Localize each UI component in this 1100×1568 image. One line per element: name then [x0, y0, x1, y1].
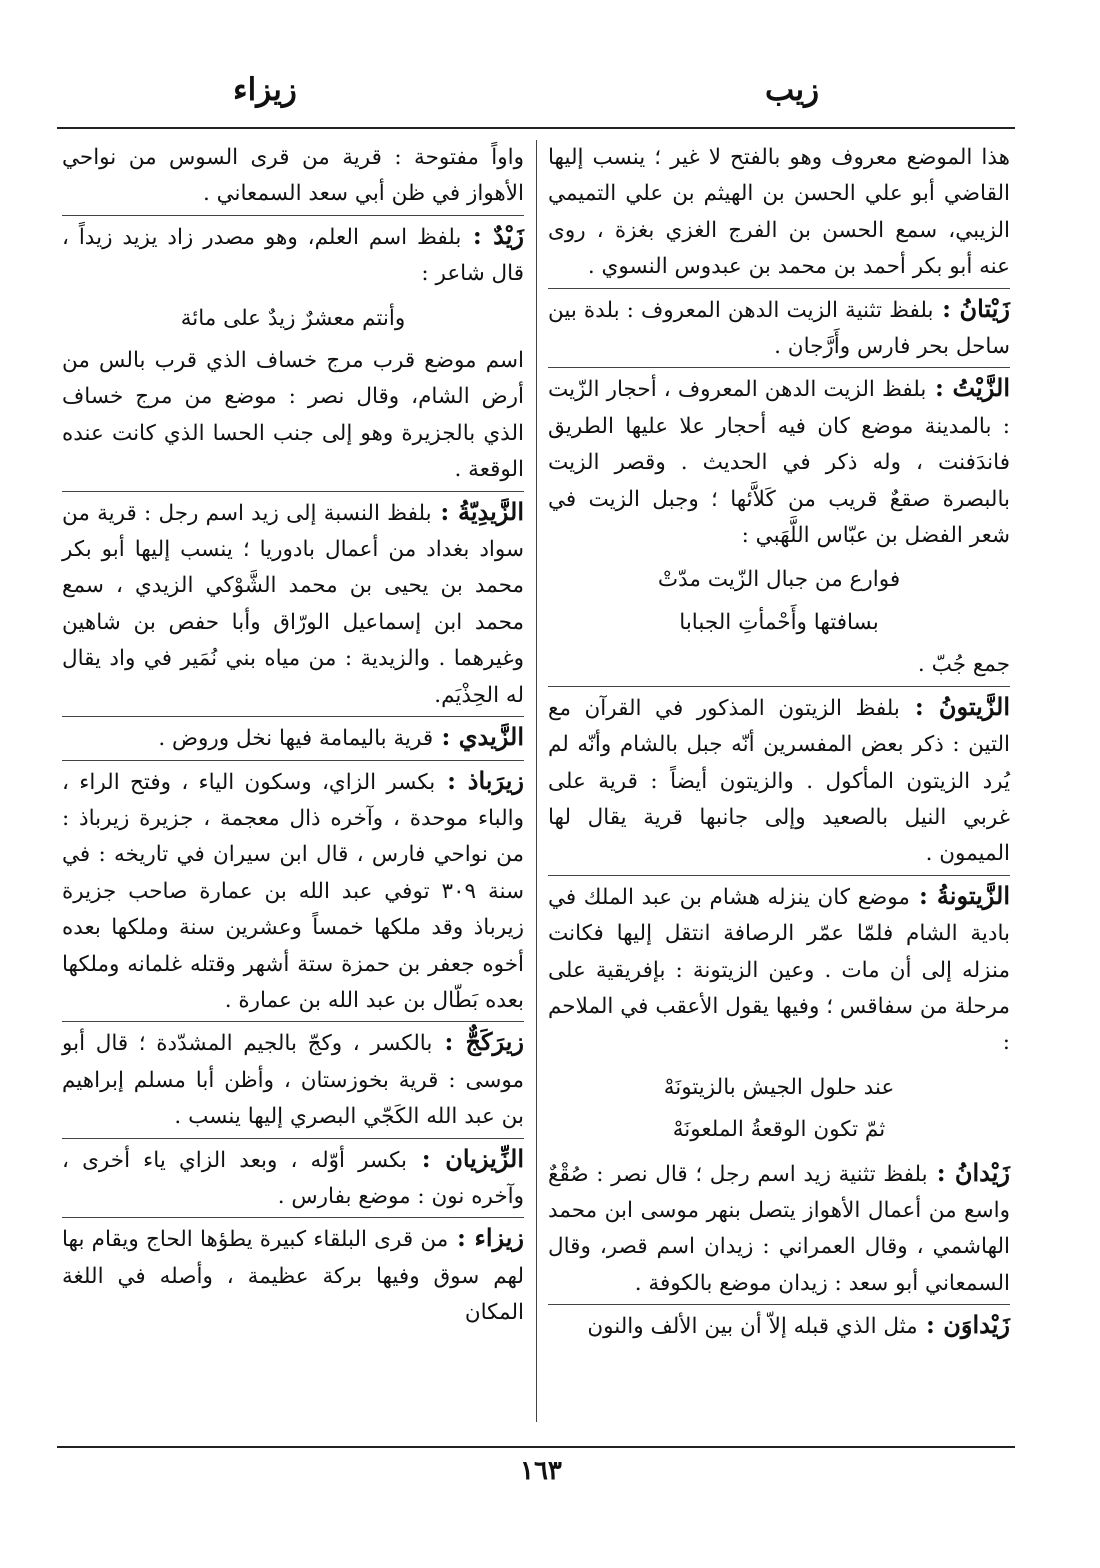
dictionary-entry: [548, 370, 1010, 556]
entry-text: من قرى البلقاء كبيرة يطؤها الحاج ويقام بها لهم سوق وفيها بركة عظيمة ، وأصله في اللغة المكان: [62, 1227, 524, 1326]
continued-entry-text: هذا الموضع معروف وهو بالفتح لا غير ؛ ينسب إليها القاضي أبو علي الحسن بن الهيثم بن علي التميمي الزيبي، سمع الحسن بن الفرج الغزي بغزة ، روى عنه أبو بكر أحمد بن محمد بن عبدوس النسوي .: [548, 140, 1010, 289]
entry-text: مثل الذي قبله إلاّ أن بين الألف والنون: [587, 1314, 918, 1340]
entry-headword: زَيْدانُ :: [928, 1158, 1010, 1187]
dictionary-entry: [62, 719, 524, 760]
entry-headword: الزَّيتونةُ :: [910, 881, 1010, 910]
dictionary-entry: [62, 218, 524, 295]
verse-line: بسافتها وأَحْمأتِ الجبابا: [679, 609, 879, 635]
footer-rule: [57, 1446, 1015, 1448]
entry-headword: زَيْتانُ :: [933, 294, 1010, 323]
dictionary-entry: [548, 291, 1010, 369]
entry-text: بالكسر ، وكجّ بالجيم المشدّدة ؛ قال أبو موسى : قرية بخوزستان ، وأظن أبا مسلم إبراهيم بن عبد الله الكَجّي البصري إليها ينسب .: [62, 1031, 524, 1130]
dictionary-entry: [548, 1155, 1010, 1306]
dictionary-entry: [548, 878, 1010, 1064]
verse-line: وأنتم معشرٌ زيدٌ على مائة: [180, 305, 406, 331]
dictionary-entry: [62, 1024, 524, 1138]
entry-headword: زيزاء :: [448, 1223, 524, 1252]
entry-text: بلفظ تثنية الزيت الدهن المعروف : بلدة بين ساحل بحر فارس وأَرَّجان .: [548, 297, 1010, 360]
entry-headword: الزَّيدِيّةُ :: [432, 497, 524, 526]
entry-headword: زيرَباذ :: [435, 766, 524, 795]
entry-headword: زَيْداوَن :: [918, 1310, 1010, 1339]
entry-text: بلفظ الزيتون المذكور في القرآن مع التين : ذكر بعض المفسرين أنّه جبل بالشام وأنّه لم يُرد الزيتون المأكول . والزيتون أيضاً : قرية على غربي النيل بالصعيد وإلى جانبها قرية يقال لها الميمون .: [548, 695, 1010, 867]
running-header-right: زيب: [765, 72, 820, 108]
entry-text: موضع كان ينزله هشام بن عبد الملك في بادية الشام فلمّا عمّر الرصافة انتقل إليها فكانت منزله إلى أن مات . وعين الزيتونة : بإفريقية على مرحلة من سفاقس ؛ وفيها يقول الأعقب في الملاحم :: [548, 884, 1010, 1056]
entry-headword: زيرَكَجٌّ :: [432, 1027, 524, 1056]
entry-text: بكسر الزاي، وسكون الياء ، وفتح الراء ، والباء موحدة ، وآخره ذال معجمة ، جزيرة زيرباذ : من نواحي فارس ، قال ابن سيران في تاريخه : في سنة ٣٠٩ توفي عبد الله بن عمارة صاحب جزيرة زيرباذ وقد ملكها خمساً وعشرين سنة وملكها بعده أخوه جعفر بن حمزة ستة أشهر وقتله غلمانه وملكها بعده بَطّال بن عبد الله بن عمارة .: [62, 769, 524, 1013]
verse-line: عند حلول الجيش بالزيتونَهْ: [663, 1074, 895, 1100]
entry-text: بلفظ النسبة إلى زيد اسم رجل : قرية من سواد بغداد من أعمال بادوريا ؛ ينسب إليها أبو بكر محمد بن يحيى بن محمد الشَّوْكي الزيدي ، سمع محمد ابن إسماعيل الورّاق وأبا حفص بن شاهين وغيرهما . والزيدية : من مياه بني نُمَير في واد يقال له الحِذْيَم.: [62, 500, 524, 708]
dictionary-entry: [62, 494, 524, 717]
entry-headword: الزِّيزيان :: [407, 1144, 524, 1173]
entry-text: بكسر أوّله ، وبعد الزاي ياء أخرى ، وآخره نون : موضع بفارس .: [62, 1147, 524, 1209]
dictionary-entry: [62, 1220, 524, 1333]
entry-headword: الزَّيْتُ :: [926, 373, 1010, 402]
entry-headword: الزَّيتونُ :: [900, 692, 1010, 721]
dictionary-entry: [548, 1307, 1010, 1347]
dictionary-entry: [62, 1141, 524, 1219]
entry-continuation-text: اسم موضع قرب مرج خساف الذي قرب بالس من أرض الشام، وقال نصر : موضع من مرج خساف الذي بالجزيرة وهو إلى جنب الحسا الذي كانت عنده الوقعة .: [62, 343, 524, 492]
entry-headword: زَيْدٌ :: [461, 221, 524, 250]
dictionary-entry: [548, 689, 1010, 876]
entry-headword: الزَّيدي :: [433, 722, 524, 751]
entry-continuation-text: جمع جُبّ .: [548, 647, 1010, 686]
entry-text: بلفظ تثنية زيد اسم رجل ؛ قال نصر : صُقْعٌ واسع من أعمال الأهواز يتصل بنهر موسى ابن محمد الهاشمي ، وقال العمراني : زيدان اسم قصر، وقال السمعاني أبو سعد : زيدان موضع بالكوفة .: [548, 1161, 1010, 1296]
entry-text: قرية باليمامة فيها نخل وروض .: [158, 726, 434, 752]
continued-entry-text: واواً مفتوحة : قرية من قرى السوس من نواحي الأهواز في ظن أبي سعد السمعاني .: [62, 140, 524, 216]
verse-line: فوارع من جبال الزّيت مدّتْ: [657, 567, 901, 593]
column-divider: [536, 140, 537, 1422]
dictionary-entry: [62, 763, 524, 1023]
header-rule: [57, 127, 1015, 129]
running-header-left: زيزاء: [233, 72, 297, 108]
entry-text: بلفظ الزيت الدهن المعروف ، أحجار الزّيت : بالمدينة موضع كان فيه أحجار علا عليها الطريق فاندَفنت ، وله ذكر في الحديث . وقصر الزيت بالبصرة صقعٌ قريب من كَلاَّئها ؛ وجبل الزيت في شعر الفضل بن عبّاس اللَّهَبي :: [548, 377, 1010, 549]
page-number: ١٦٣: [520, 1456, 562, 1486]
left-text-column: [62, 140, 524, 1336]
entry-text: بلفظ اسم العلم، وهو مصدر زاد يزيد زيداً ، قال شاعر :: [62, 224, 524, 287]
verse-line: ثمّ تكون الوقعةُ الملعونَهْ: [672, 1117, 886, 1143]
right-text-column: [548, 140, 1010, 1350]
